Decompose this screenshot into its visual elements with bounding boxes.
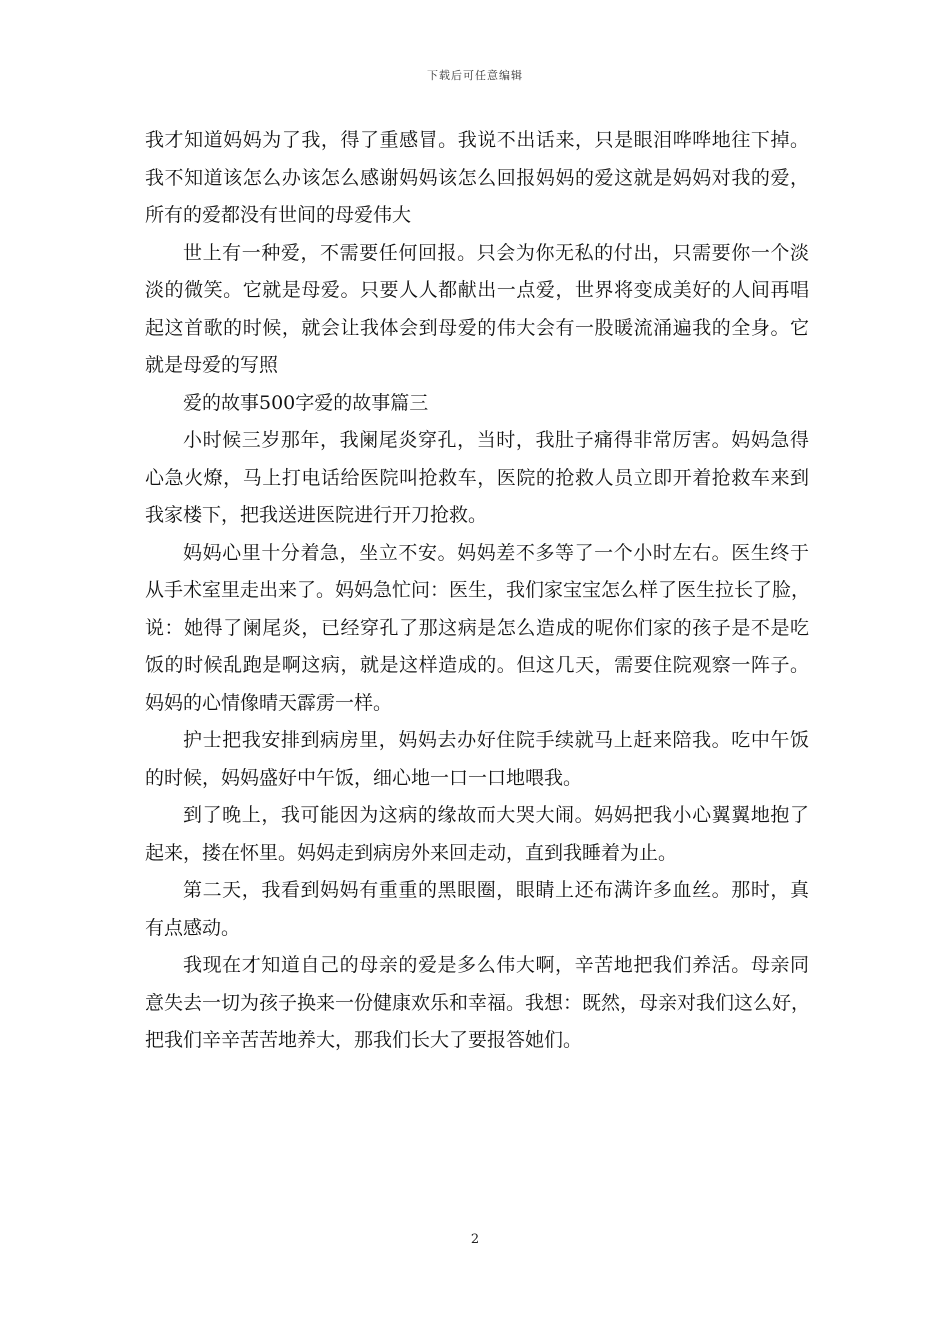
- text-line: 我不知道该怎么办该怎么感谢妈妈该怎么回报妈妈的爱这就是妈妈对我的爱，: [145, 166, 809, 189]
- section-heading: 爱的故事500字爱的故事篇三: [183, 391, 429, 414]
- paragraph-start-line: 妈妈心里十分着急，坐立不安。妈妈差不多等了一个小时左右。医生终于: [183, 541, 809, 564]
- page-header: 下载后可任意编辑: [427, 69, 523, 82]
- text-line: 说：她得了阑尾炎，已经穿孔了那这病是怎么造成的呢你们家的孩子是不是吃: [145, 616, 809, 639]
- paragraph-start-line: 到了晚上，我可能因为这病的缘故而大哭大闹。妈妈把我小心翼翼地抱了: [183, 804, 809, 826]
- paragraph-start-line: 小时候三岁那年，我阑尾炎穿孔，当时，我肚子痛得非常厉害。妈妈急得: [183, 429, 809, 451]
- document-body: [145, 122, 809, 1060]
- text-line: 意失去一切为孩子换来一份健康欢乐和幸福。我想：既然，母亲对我们这么好，: [145, 991, 811, 1014]
- text-line: 起来，搂在怀里。妈妈走到病房外来回走动，直到我睡着为止。: [145, 841, 678, 864]
- page-number: 2: [470, 1232, 480, 1247]
- text-line: 就是母爱的写照: [145, 354, 279, 376]
- paragraph-start-line: 护士把我安排到病房里，妈妈去办好住院手续就马上赶来陪我。吃中午饭: [183, 729, 809, 751]
- text-line: 淡的微笑。它就是母爱。只要人人都献出一点爱，世界将变成美好的人间再唱: [145, 279, 809, 301]
- text-line: 的时候，妈妈盛好中午饭，细心地一口一口地喂我。: [145, 766, 583, 789]
- text-line: 我才知道妈妈为了我，得了重感冒。我说不出话来，只是眼泪哗哗地往下掉。: [145, 129, 809, 151]
- text-line: 有点感动。: [145, 916, 241, 939]
- text-line: 饭的时候乱跑是啊这病，就是这样造成的。但这几天，需要住院观察一阵子。: [145, 654, 809, 676]
- paragraph-start-line: 世上有一种爱，不需要任何回报。只会为你无私的付出，只需要你一个淡: [183, 241, 809, 264]
- text-line: 把我们辛辛苦苦地养大，那我们长大了要报答她们。: [145, 1029, 583, 1051]
- text-line: 我家楼下，把我送进医院进行开刀抢救。: [145, 504, 488, 526]
- paragraph-start-line: 我现在才知道自己的母亲的爱是多么伟大啊，辛苦地把我们养活。母亲同: [183, 954, 809, 976]
- text-line: 妈妈的心情像晴天霹雳一样。: [145, 691, 393, 714]
- text-line: 所有的爱都没有世间的母爱伟大: [145, 204, 412, 226]
- text-line: 从手术室里走出来了。妈妈急忙问：医生，我们家宝宝怎么样了医生拉长了脸，: [145, 579, 811, 601]
- text-line: 心急火燎，马上打电话给医院叫抢救车，医院的抢救人员立即开着抢救车来到: [145, 466, 809, 489]
- paragraph-start-line: 第二天，我看到妈妈有重重的黑眼圈，眼睛上还布满许多血丝。那时，真: [183, 879, 809, 901]
- text-line: 起这首歌的时候，就会让我体会到母爱的伟大会有一股暖流涌遍我的全身。它: [145, 316, 809, 339]
